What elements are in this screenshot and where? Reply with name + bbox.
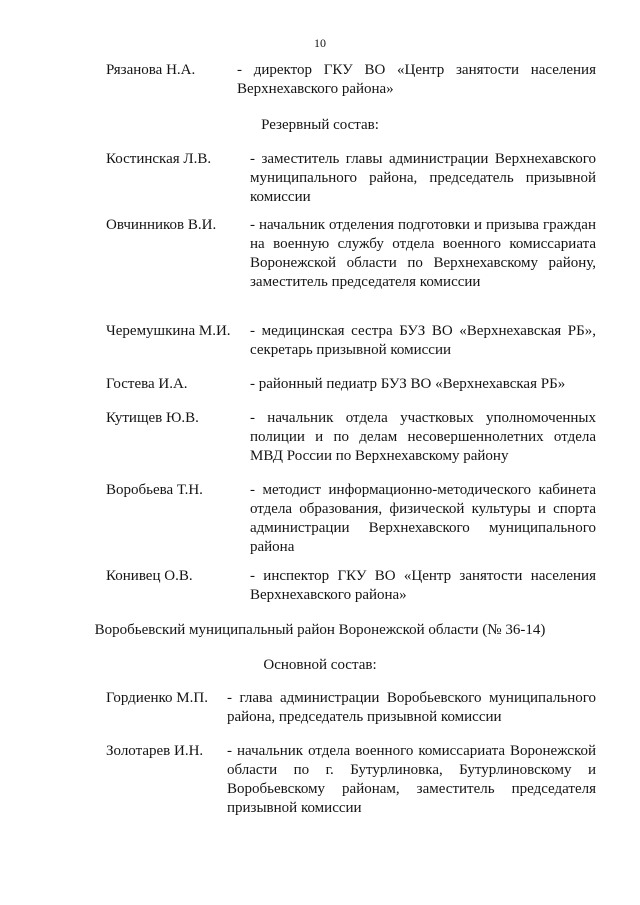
member-name: Овчинников В.И. [106,217,217,233]
member-role: - начальник отдела участковых уполномоченных полиции и по делам несовершеннолетних отдела МВД России по Верхнехавскому району [250,410,596,464]
member-name: Черемушкина М.И. [106,323,231,339]
member-name: Воробьева Т.Н. [106,482,203,498]
member-name: Гордиенко М.П. [106,690,208,706]
member-role: - районный педиатр БУЗ ВО «Верхнехавская РБ» [250,376,566,392]
member-role: - заместитель главы администрации Верхнехавского муниципального района, председатель призывной комиссии [250,151,596,205]
member-role: - инспектор ГКУ ВО «Центр занятости населения Верхнехавского района» [250,568,596,603]
member-role: - медицинская сестра БУЗ ВО «Верхнехавская РБ», секретарь призывной комиссии [250,323,596,358]
member-role: - начальник отделения подготовки и призыва граждан на военную службу отдела военного комиссариата Воронежской области по Верхнехавскому району, заместитель председателя комиссии [250,217,596,290]
member-role: - глава администрации Воробьевского муниципального района, председатель призывной комиссии [227,690,596,725]
member-name: Гостева И.А. [106,376,188,392]
member-name: Костинская Л.В. [106,151,212,167]
reserve-heading: Резервный состав: [261,117,379,133]
page-number: 10 [314,36,326,50]
member-name: Кутищев Ю.В. [106,410,199,426]
member-name: Рязанова Н.А. [106,62,196,78]
member-role: - методист информационно-методического кабинета отдела образования, физической культуры и спорта администрации Верхнехавского муниципального района [250,482,596,555]
member-role: - директор ГКУ ВО «Центр занятости населения Верхнехавского района» [237,62,596,97]
member-name: Конивец О.В. [106,568,193,584]
member-name: Золотарев И.Н. [106,743,204,759]
main-heading: Основной состав: [263,657,377,673]
district-heading: Воробьевский муниципальный район Воронежской области (№ 36-14) [94,622,546,638]
member-role: - начальник отдела военного комиссариата Воронежской области по г. Бутурлиновка, Бутурлиновскому и Воробьевскому районам, заместитель председателя призывной комиссии [227,743,596,816]
